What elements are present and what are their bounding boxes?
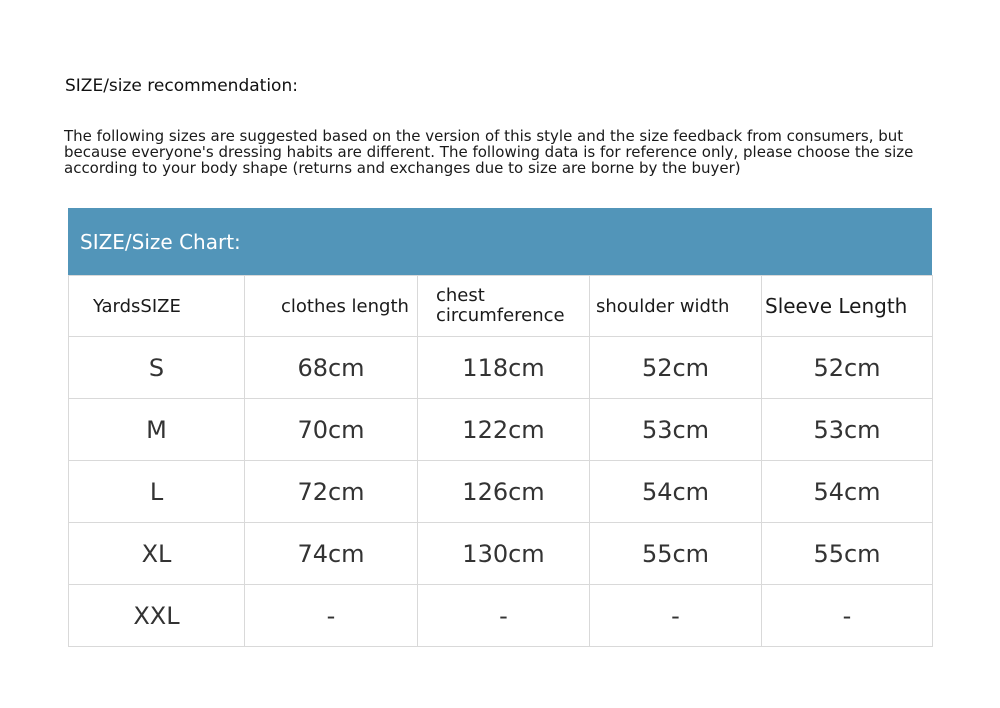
column-header-sleeve-length: Sleeve Length [762,276,933,337]
shoulder-cell: 55cm [590,523,762,585]
column-header-chest-circumference: chest circumference [418,276,590,337]
shoulder-cell: 52cm [590,337,762,399]
size-chart [68,208,932,647]
sleeve-cell: 55cm [762,523,933,585]
size-table [68,275,933,647]
column-header-size: YardsSIZE [69,276,245,337]
size-recommendation-title: SIZE/size recommendation: [65,76,298,96]
shoulder-cell: 53cm [590,399,762,461]
table-row [69,399,933,461]
table-row [69,585,933,647]
table-row [69,461,933,523]
size-cell: XL [69,523,245,585]
chest-cell: - [418,585,590,647]
sleeve-cell: 53cm [762,399,933,461]
sleeve-cell: - [762,585,933,647]
size-cell: XXL [69,585,245,647]
clothes-length-cell: 74cm [245,523,418,585]
chest-cell: 130cm [418,523,590,585]
clothes-length-cell: 68cm [245,337,418,399]
size-cell: S [69,337,245,399]
column-header-clothes-length: clothes length [245,276,418,337]
size-cell: M [69,399,245,461]
clothes-length-cell: - [245,585,418,647]
clothes-length-cell: 72cm [245,461,418,523]
sleeve-cell: 54cm [762,461,933,523]
size-chart-title: SIZE/Size Chart: [80,229,241,254]
chest-cell: 118cm [418,337,590,399]
shoulder-cell: - [590,585,762,647]
shoulder-cell: 54cm [590,461,762,523]
size-chart-header [68,208,932,275]
chest-cell: 122cm [418,399,590,461]
size-cell: L [69,461,245,523]
column-header-shoulder-width: shoulder width [590,276,762,337]
chest-cell: 126cm [418,461,590,523]
table-row [69,523,933,585]
clothes-length-cell: 70cm [245,399,418,461]
table-header-row [69,276,933,337]
sleeve-cell: 52cm [762,337,933,399]
size-recommendation-text: The following sizes are suggested based on the version of this style and the size feedback from consumers, but because everyone's dressing habits are different. The following data is for reference only, please choose the size according to your body shape (returns and exchanges due to size are borne by the buyer) [64,127,914,177]
table-row [69,337,933,399]
